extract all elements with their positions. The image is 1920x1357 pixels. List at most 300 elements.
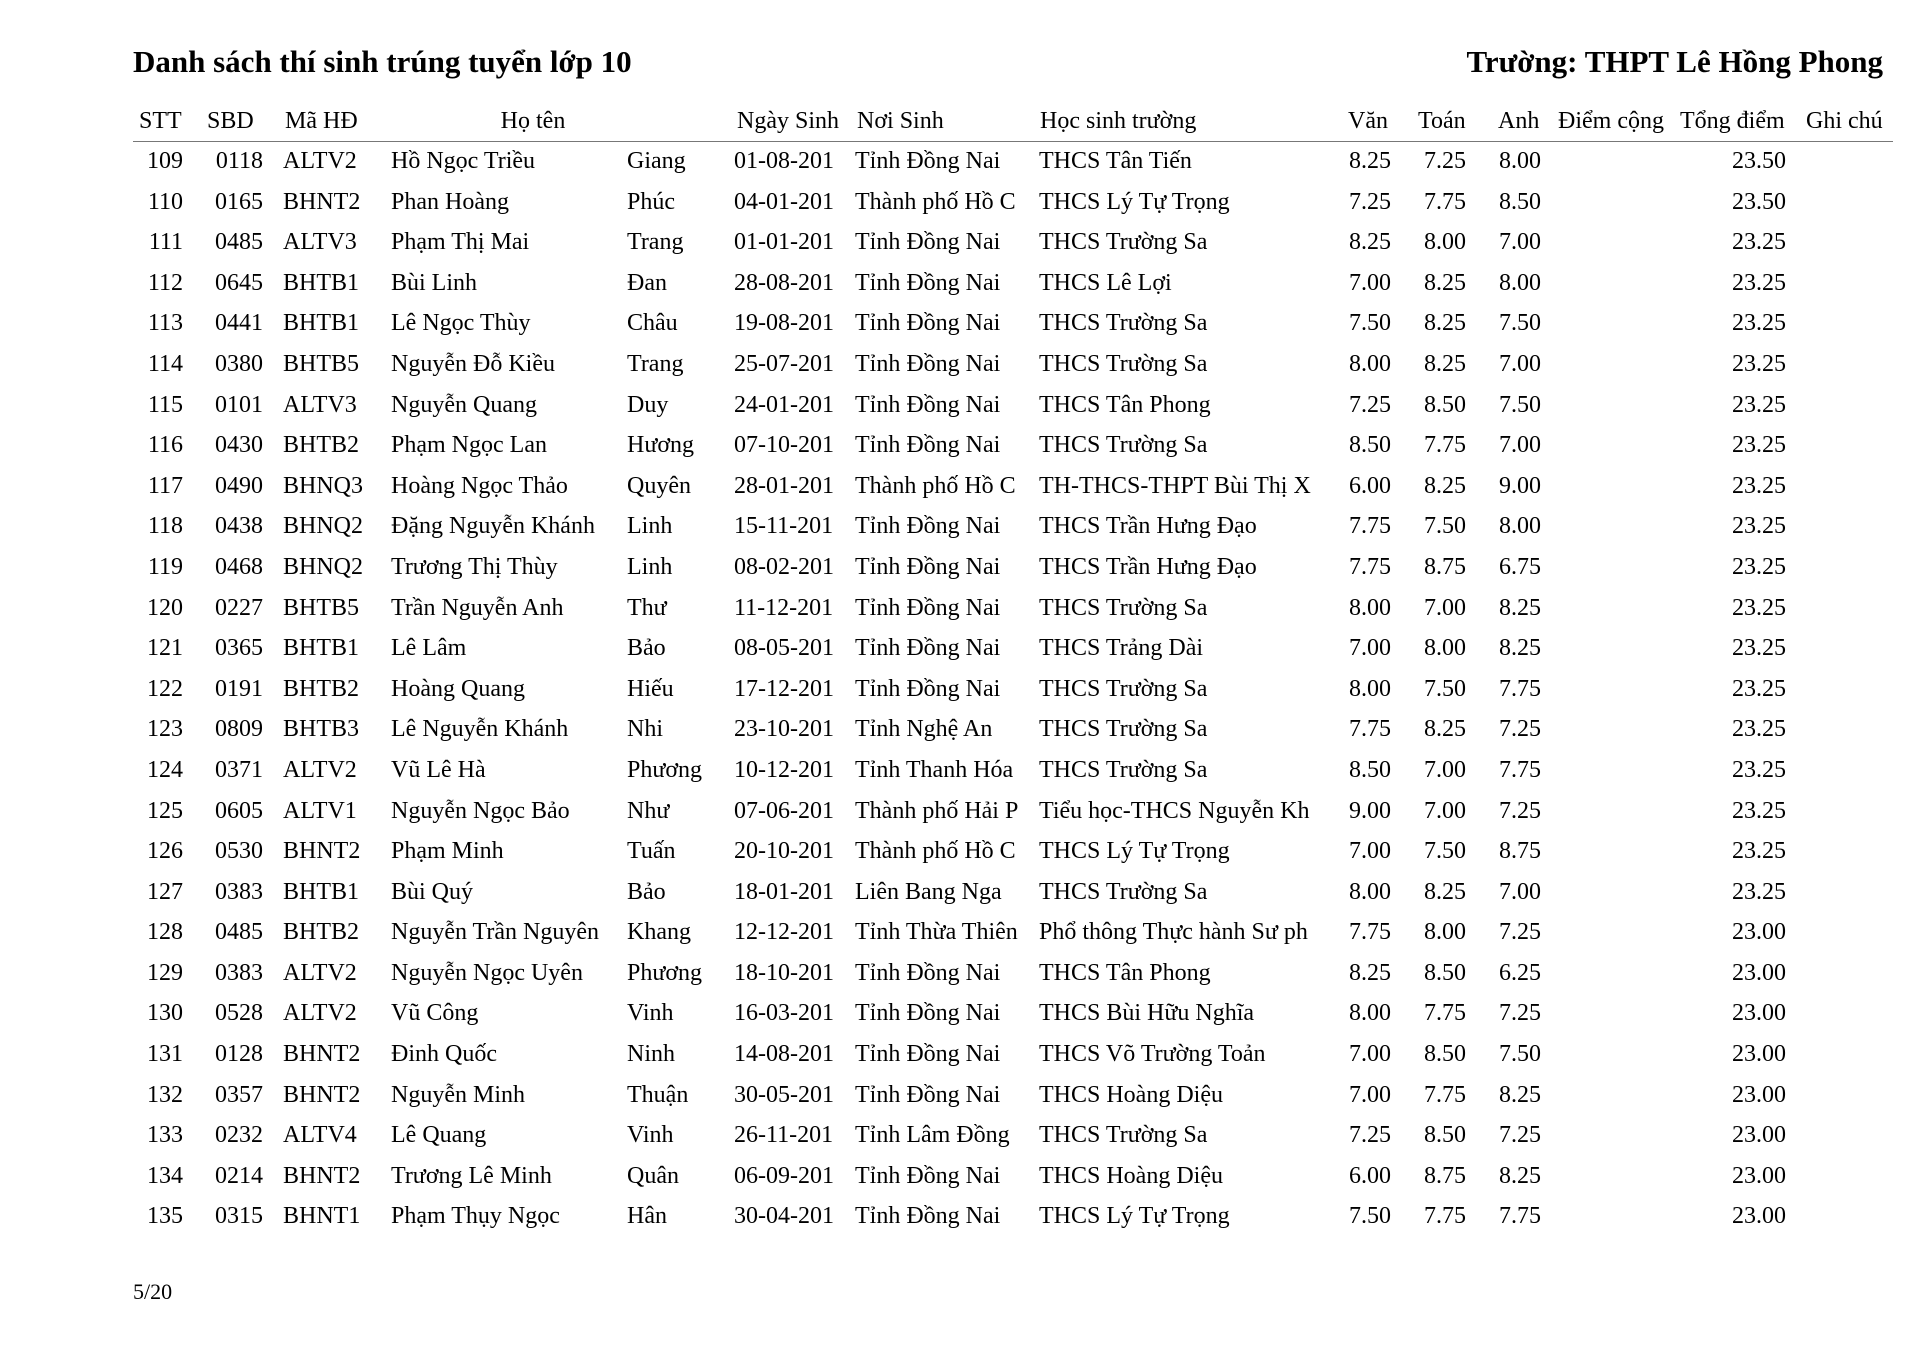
table-row bbox=[133, 548, 1893, 589]
cell-noi-sinh: Tỉnh Đồng Nai bbox=[855, 594, 1001, 621]
cell-anh: 8.00 bbox=[1499, 269, 1541, 296]
cell-ten: Phúc bbox=[627, 188, 675, 215]
table-row bbox=[133, 507, 1893, 548]
table-row bbox=[133, 1076, 1893, 1117]
cell-noi-sinh: Thành phố Hồ C bbox=[855, 472, 1016, 499]
candidate-table bbox=[133, 104, 1893, 1238]
cell-toan: 8.25 bbox=[1424, 878, 1466, 905]
cell-toan: 8.25 bbox=[1424, 310, 1466, 337]
cell-noi-sinh: Thành phố Hải P bbox=[855, 797, 1019, 824]
cell-ma-hd: BHTB3 bbox=[283, 716, 360, 743]
cell-stt: 119 bbox=[147, 553, 183, 580]
cell-ma-hd: BHNT1 bbox=[283, 1203, 361, 1230]
cell-tong-diem: 23.00 bbox=[1732, 1162, 1786, 1189]
cell-anh: 7.25 bbox=[1499, 1000, 1541, 1027]
cell-tong-diem: 23.25 bbox=[1732, 675, 1786, 702]
cell-tong-diem: 23.25 bbox=[1732, 594, 1786, 621]
cell-van: 8.50 bbox=[1349, 432, 1391, 459]
cell-tong-diem: 23.25 bbox=[1732, 756, 1786, 783]
cell-anh: 8.00 bbox=[1499, 148, 1541, 174]
cell-toan: 8.75 bbox=[1424, 1162, 1466, 1189]
cell-anh: 6.75 bbox=[1499, 553, 1541, 580]
cell-toan: 7.75 bbox=[1424, 188, 1466, 215]
cell-van: 8.25 bbox=[1349, 959, 1391, 986]
cell-tong-diem: 23.25 bbox=[1732, 310, 1786, 337]
cell-ho-dem: Trương Lê Minh bbox=[391, 1162, 552, 1189]
cell-ngay-sinh: 10-12-201 bbox=[734, 756, 834, 783]
cell-ngay-sinh: 25-07-201 bbox=[734, 350, 834, 377]
cell-sbd: 0227 bbox=[215, 594, 263, 621]
cell-stt: 117 bbox=[147, 472, 183, 499]
cell-sbd: 0485 bbox=[215, 229, 263, 256]
cell-ten: Vinh bbox=[627, 1122, 674, 1149]
cell-truong: THCS Lý Tự Trọng bbox=[1039, 838, 1230, 865]
cell-anh: 7.75 bbox=[1499, 756, 1541, 783]
cell-ho-dem: Phạm Thị Mai bbox=[391, 229, 530, 256]
cell-ho-dem: Lê Quang bbox=[391, 1122, 487, 1149]
cell-ho-dem: Lê Nguyễn Khánh bbox=[391, 716, 569, 743]
cell-noi-sinh: Tỉnh Đồng Nai bbox=[855, 229, 1001, 256]
cell-toan: 8.25 bbox=[1424, 472, 1466, 499]
cell-noi-sinh: Tỉnh Đồng Nai bbox=[855, 513, 1001, 540]
header-anh: Anh bbox=[1498, 108, 1540, 134]
table-row bbox=[133, 345, 1893, 386]
cell-tong-diem: 23.50 bbox=[1732, 148, 1786, 174]
cell-ngay-sinh: 26-11-201 bbox=[734, 1122, 834, 1149]
cell-ma-hd: BHNT2 bbox=[283, 1081, 361, 1108]
cell-ma-hd: BHTB1 bbox=[283, 269, 360, 296]
cell-toan: 8.25 bbox=[1424, 716, 1466, 743]
cell-truong: THCS Trường Sa bbox=[1039, 1122, 1208, 1149]
cell-ho-dem: Phan Hoàng bbox=[391, 188, 509, 215]
cell-noi-sinh: Thành phố Hồ C bbox=[855, 838, 1016, 865]
cell-noi-sinh: Tỉnh Đồng Nai bbox=[855, 350, 1001, 377]
cell-ho-dem: Vũ Lê Hà bbox=[391, 756, 486, 783]
cell-van: 8.00 bbox=[1349, 878, 1391, 905]
cell-stt: 127 bbox=[147, 878, 183, 905]
cell-ma-hd: ALTV2 bbox=[283, 1000, 357, 1027]
cell-ma-hd: ALTV2 bbox=[283, 959, 357, 986]
cell-ho-dem: Lê Lâm bbox=[391, 635, 467, 662]
cell-toan: 7.50 bbox=[1424, 513, 1466, 540]
cell-ma-hd: ALTV3 bbox=[283, 229, 357, 256]
cell-truong: THCS Lê Lợi bbox=[1039, 269, 1172, 296]
cell-stt: 122 bbox=[147, 675, 183, 702]
table-row bbox=[133, 1197, 1893, 1238]
cell-noi-sinh: Tỉnh Thừa Thiên bbox=[855, 919, 1018, 946]
cell-truong: THCS Trường Sa bbox=[1039, 350, 1208, 377]
cell-toan: 8.50 bbox=[1424, 959, 1466, 986]
cell-toan: 8.00 bbox=[1424, 919, 1466, 946]
cell-ngay-sinh: 30-05-201 bbox=[734, 1081, 834, 1108]
cell-van: 6.00 bbox=[1349, 1162, 1391, 1189]
cell-ngay-sinh: 12-12-201 bbox=[734, 919, 834, 946]
cell-tong-diem: 23.00 bbox=[1732, 919, 1786, 946]
cell-truong: THCS Tân Phong bbox=[1039, 391, 1211, 418]
cell-toan: 8.25 bbox=[1424, 269, 1466, 296]
cell-anh: 7.50 bbox=[1499, 310, 1541, 337]
cell-toan: 8.75 bbox=[1424, 553, 1466, 580]
cell-anh: 8.25 bbox=[1499, 635, 1541, 662]
header-hoc-sinh-truong: Học sinh trường bbox=[1040, 108, 1197, 134]
cell-ten: Quyên bbox=[627, 472, 691, 499]
cell-truong: THCS Bùi Hữu Nghĩa bbox=[1039, 1000, 1255, 1027]
table-header bbox=[133, 104, 1893, 142]
cell-toan: 7.75 bbox=[1424, 1203, 1466, 1230]
cell-stt: 113 bbox=[147, 310, 183, 337]
cell-truong: THCS Trường Sa bbox=[1039, 878, 1208, 905]
cell-ngay-sinh: 07-10-201 bbox=[734, 432, 834, 459]
cell-anh: 7.00 bbox=[1499, 432, 1541, 459]
cell-tong-diem: 23.25 bbox=[1732, 797, 1786, 824]
cell-noi-sinh: Tỉnh Đồng Nai bbox=[855, 635, 1001, 662]
cell-tong-diem: 23.00 bbox=[1732, 1122, 1786, 1149]
cell-truong: THCS Trường Sa bbox=[1039, 310, 1208, 337]
cell-stt: 114 bbox=[147, 350, 183, 377]
cell-anh: 8.25 bbox=[1499, 1162, 1541, 1189]
school-name: Trường: THPT Lê Hồng Phong bbox=[1466, 44, 1883, 79]
cell-sbd: 0441 bbox=[215, 310, 263, 337]
header-ma-hd: Mã HĐ bbox=[285, 108, 358, 134]
cell-noi-sinh: Tỉnh Đồng Nai bbox=[855, 1081, 1001, 1108]
cell-ho-dem: Nguyễn Trần Nguyên bbox=[391, 919, 599, 946]
cell-truong: THCS Trường Sa bbox=[1039, 432, 1208, 459]
cell-sbd: 0809 bbox=[215, 716, 263, 743]
cell-anh: 7.00 bbox=[1499, 350, 1541, 377]
cell-ten: Bảo bbox=[627, 635, 666, 662]
cell-van: 7.00 bbox=[1349, 1081, 1391, 1108]
cell-tong-diem: 23.50 bbox=[1732, 188, 1786, 215]
cell-ngay-sinh: 01-01-201 bbox=[734, 229, 834, 256]
cell-tong-diem: 23.25 bbox=[1732, 229, 1786, 256]
cell-toan: 7.75 bbox=[1424, 1081, 1466, 1108]
cell-ngay-sinh: 16-03-201 bbox=[734, 1000, 834, 1027]
cell-stt: 132 bbox=[147, 1081, 183, 1108]
cell-sbd: 0232 bbox=[215, 1122, 263, 1149]
cell-ten: Châu bbox=[627, 310, 678, 337]
cell-ten: Nhi bbox=[627, 716, 663, 743]
document-title: Danh sách thí sinh trúng tuyển lớp 10 bbox=[133, 44, 632, 79]
cell-van: 7.75 bbox=[1349, 553, 1391, 580]
cell-ho-dem: Phạm Ngọc Lan bbox=[391, 432, 547, 459]
cell-ngay-sinh: 06-09-201 bbox=[734, 1162, 834, 1189]
cell-tong-diem: 23.25 bbox=[1732, 878, 1786, 905]
cell-toan: 7.50 bbox=[1424, 675, 1466, 702]
cell-van: 6.00 bbox=[1349, 472, 1391, 499]
cell-van: 7.75 bbox=[1349, 716, 1391, 743]
page-number: 5/20 bbox=[133, 1279, 173, 1304]
cell-ho-dem: Nguyễn Đỗ Kiều bbox=[391, 350, 555, 377]
cell-truong: TH-THCS-THPT Bùi Thị X bbox=[1039, 472, 1311, 499]
cell-ho-dem: Bùi Quý bbox=[391, 878, 474, 905]
table-row bbox=[133, 589, 1893, 630]
cell-ma-hd: ALTV1 bbox=[283, 797, 357, 824]
cell-anh: 7.25 bbox=[1499, 1122, 1541, 1149]
cell-noi-sinh: Tỉnh Nghệ An bbox=[855, 716, 993, 743]
cell-ma-hd: BHTB5 bbox=[283, 594, 360, 621]
cell-toan: 8.25 bbox=[1424, 350, 1466, 377]
table-row bbox=[133, 629, 1893, 670]
cell-truong: THCS Trường Sa bbox=[1039, 675, 1208, 702]
cell-van: 7.25 bbox=[1349, 188, 1391, 215]
cell-sbd: 0128 bbox=[215, 1041, 263, 1068]
cell-ngay-sinh: 28-08-201 bbox=[734, 269, 834, 296]
header-ngay-sinh: Ngày Sinh bbox=[737, 108, 839, 134]
header-sbd: SBD bbox=[207, 108, 254, 134]
cell-stt: 120 bbox=[147, 594, 183, 621]
cell-ho-dem: Vũ Công bbox=[391, 1000, 479, 1027]
table-row bbox=[133, 751, 1893, 792]
table-row bbox=[133, 670, 1893, 711]
cell-tong-diem: 23.25 bbox=[1732, 391, 1786, 418]
cell-van: 9.00 bbox=[1349, 797, 1391, 824]
cell-ma-hd: BHNT2 bbox=[283, 838, 361, 865]
cell-ho-dem: Phạm Thụy Ngọc bbox=[391, 1203, 560, 1230]
cell-ten: Thư bbox=[627, 594, 667, 621]
table-row bbox=[133, 304, 1893, 345]
table-row bbox=[133, 264, 1893, 305]
cell-noi-sinh: Tỉnh Đồng Nai bbox=[855, 391, 1001, 418]
cell-stt: 128 bbox=[147, 919, 183, 946]
cell-tong-diem: 23.00 bbox=[1732, 1000, 1786, 1027]
cell-ngay-sinh: 07-06-201 bbox=[734, 797, 834, 824]
cell-sbd: 0191 bbox=[215, 675, 263, 702]
cell-noi-sinh: Thành phố Hồ C bbox=[855, 188, 1016, 215]
cell-noi-sinh: Tỉnh Đồng Nai bbox=[855, 1162, 1001, 1189]
cell-ten: Như bbox=[627, 797, 670, 824]
table-row bbox=[133, 710, 1893, 751]
cell-ho-dem: Hồ Ngọc Triều bbox=[391, 148, 536, 174]
cell-ho-dem: Nguyễn Quang bbox=[391, 391, 537, 418]
cell-sbd: 0371 bbox=[215, 756, 263, 783]
cell-ma-hd: ALTV4 bbox=[283, 1122, 357, 1149]
cell-truong: THCS Trường Sa bbox=[1039, 594, 1208, 621]
cell-noi-sinh: Tỉnh Đồng Nai bbox=[855, 553, 1001, 580]
table-row bbox=[133, 426, 1893, 467]
cell-ma-hd: BHNT2 bbox=[283, 188, 361, 215]
cell-truong: THCS Trần Hưng Đạo bbox=[1039, 513, 1257, 540]
cell-van: 7.50 bbox=[1349, 1203, 1391, 1230]
cell-noi-sinh: Tỉnh Đồng Nai bbox=[855, 310, 1001, 337]
cell-ma-hd: BHTB2 bbox=[283, 919, 360, 946]
table-row bbox=[133, 1157, 1893, 1198]
cell-truong: THCS Hoàng Diệu bbox=[1039, 1162, 1223, 1189]
cell-anh: 8.00 bbox=[1499, 513, 1541, 540]
cell-ho-dem: Lê Ngọc Thùy bbox=[391, 310, 531, 337]
cell-truong: THCS Lý Tự Trọng bbox=[1039, 188, 1230, 215]
cell-truong: Phổ thông Thực hành Sư ph bbox=[1039, 919, 1308, 946]
cell-ngay-sinh: 24-01-201 bbox=[734, 391, 834, 418]
table-body bbox=[133, 142, 1893, 1238]
cell-anh: 7.25 bbox=[1499, 797, 1541, 824]
header-diem-cong: Điểm cộng bbox=[1558, 108, 1664, 134]
cell-ten: Đan bbox=[627, 269, 667, 296]
cell-tong-diem: 23.00 bbox=[1732, 1203, 1786, 1230]
cell-noi-sinh: Tỉnh Lâm Đồng bbox=[855, 1122, 1010, 1149]
cell-ten: Ninh bbox=[627, 1041, 675, 1068]
cell-truong: THCS Trần Hưng Đạo bbox=[1039, 553, 1257, 580]
cell-sbd: 0383 bbox=[215, 959, 263, 986]
cell-ngay-sinh: 19-08-201 bbox=[734, 310, 834, 337]
cell-sbd: 0645 bbox=[215, 269, 263, 296]
cell-stt: 111 bbox=[148, 229, 183, 256]
cell-stt: 116 bbox=[147, 432, 183, 459]
cell-truong: THCS Trảng Dài bbox=[1039, 635, 1204, 662]
cell-stt: 133 bbox=[147, 1122, 183, 1149]
cell-ho-dem: Nguyễn Minh bbox=[391, 1081, 525, 1108]
cell-tong-diem: 23.25 bbox=[1732, 472, 1786, 499]
cell-noi-sinh: Tỉnh Đồng Nai bbox=[855, 675, 1001, 702]
cell-sbd: 0214 bbox=[215, 1162, 263, 1189]
cell-ngay-sinh: 20-10-201 bbox=[734, 838, 834, 865]
cell-noi-sinh: Tỉnh Đồng Nai bbox=[855, 269, 1001, 296]
cell-ho-dem: Đặng Nguyễn Khánh bbox=[391, 513, 595, 540]
cell-ho-dem: Trương Thị Thùy bbox=[391, 553, 558, 580]
cell-van: 8.25 bbox=[1349, 229, 1391, 256]
table-row bbox=[133, 142, 1893, 183]
cell-stt: 131 bbox=[147, 1041, 183, 1068]
cell-ngay-sinh: 23-10-201 bbox=[734, 716, 834, 743]
cell-ma-hd: BHTB1 bbox=[283, 878, 360, 905]
cell-anh: 8.25 bbox=[1499, 1081, 1541, 1108]
cell-ngay-sinh: 01-08-201 bbox=[734, 148, 834, 174]
cell-anh: 7.75 bbox=[1499, 675, 1541, 702]
header-ghi-chu: Ghi chú bbox=[1806, 108, 1883, 134]
cell-ten: Quân bbox=[627, 1162, 679, 1189]
cell-tong-diem: 23.25 bbox=[1732, 513, 1786, 540]
cell-ma-hd: BHTB2 bbox=[283, 432, 360, 459]
cell-stt: 134 bbox=[147, 1162, 183, 1189]
cell-ma-hd: BHTB1 bbox=[283, 310, 360, 337]
cell-noi-sinh: Tỉnh Đồng Nai bbox=[855, 959, 1001, 986]
cell-stt: 124 bbox=[147, 756, 183, 783]
cell-stt: 109 bbox=[147, 148, 183, 174]
cell-stt: 130 bbox=[147, 1000, 183, 1027]
cell-van: 7.75 bbox=[1349, 919, 1391, 946]
cell-toan: 7.75 bbox=[1424, 432, 1466, 459]
cell-ten: Duy bbox=[627, 391, 669, 418]
table-row bbox=[133, 1035, 1893, 1076]
cell-tong-diem: 23.25 bbox=[1732, 838, 1786, 865]
cell-ten: Thuận bbox=[627, 1081, 689, 1108]
cell-ngay-sinh: 30-04-201 bbox=[734, 1203, 834, 1230]
cell-anh: 7.00 bbox=[1499, 878, 1541, 905]
cell-truong: Tiểu học-THCS Nguyễn Kh bbox=[1039, 797, 1310, 824]
table-row bbox=[133, 792, 1893, 833]
cell-truong: THCS Trường Sa bbox=[1039, 229, 1208, 256]
table-row bbox=[133, 994, 1893, 1035]
cell-ma-hd: BHTB5 bbox=[283, 350, 360, 377]
cell-sbd: 0485 bbox=[215, 919, 263, 946]
cell-sbd: 0468 bbox=[215, 553, 263, 580]
cell-ngay-sinh: 18-01-201 bbox=[734, 878, 834, 905]
cell-truong: THCS Võ Trường Toản bbox=[1039, 1041, 1266, 1068]
cell-ngay-sinh: 28-01-201 bbox=[734, 472, 834, 499]
cell-toan: 7.00 bbox=[1424, 756, 1466, 783]
header-van: Văn bbox=[1348, 108, 1388, 134]
cell-stt: 126 bbox=[147, 838, 183, 865]
cell-stt: 123 bbox=[147, 716, 183, 743]
cell-sbd: 0530 bbox=[215, 838, 263, 865]
cell-ngay-sinh: 08-02-201 bbox=[734, 553, 834, 580]
cell-stt: 129 bbox=[147, 959, 183, 986]
cell-sbd: 0380 bbox=[215, 350, 263, 377]
cell-ho-dem: Nguyễn Ngọc Uyên bbox=[391, 959, 583, 986]
cell-noi-sinh: Tỉnh Đồng Nai bbox=[855, 1203, 1001, 1230]
cell-van: 7.00 bbox=[1349, 269, 1391, 296]
cell-ho-dem: Hoàng Quang bbox=[391, 675, 525, 702]
cell-ho-dem: Bùi Linh bbox=[391, 269, 478, 296]
cell-truong: THCS Lý Tự Trọng bbox=[1039, 1203, 1230, 1230]
cell-ma-hd: BHNT2 bbox=[283, 1162, 361, 1189]
cell-ma-hd: BHTB1 bbox=[283, 635, 360, 662]
cell-van: 8.00 bbox=[1349, 594, 1391, 621]
cell-toan: 8.00 bbox=[1424, 635, 1466, 662]
cell-van: 7.00 bbox=[1349, 838, 1391, 865]
cell-truong: THCS Tân Tiến bbox=[1039, 148, 1192, 174]
cell-sbd: 0365 bbox=[215, 635, 263, 662]
cell-noi-sinh: Tỉnh Đồng Nai bbox=[855, 148, 1001, 174]
cell-toan: 7.50 bbox=[1424, 838, 1466, 865]
cell-van: 8.00 bbox=[1349, 675, 1391, 702]
cell-ho-dem: Hoàng Ngọc Thảo bbox=[391, 472, 568, 499]
cell-sbd: 0315 bbox=[215, 1203, 263, 1230]
cell-sbd: 0165 bbox=[215, 188, 263, 215]
cell-ten: Hân bbox=[627, 1203, 667, 1230]
cell-anh: 7.00 bbox=[1499, 229, 1541, 256]
cell-ma-hd: BHNT2 bbox=[283, 1041, 361, 1068]
cell-ma-hd: ALTV2 bbox=[283, 756, 357, 783]
cell-anh: 7.50 bbox=[1499, 391, 1541, 418]
cell-tong-diem: 23.25 bbox=[1732, 269, 1786, 296]
cell-ten: Phương bbox=[627, 756, 703, 783]
cell-ten: Khang bbox=[627, 919, 691, 946]
table-row bbox=[133, 183, 1893, 224]
cell-ten: Trang bbox=[627, 229, 684, 256]
cell-anh: 7.25 bbox=[1499, 716, 1541, 743]
cell-tong-diem: 23.00 bbox=[1732, 959, 1786, 986]
cell-ho-dem: Đinh Quốc bbox=[391, 1041, 497, 1068]
cell-ma-hd: BHTB2 bbox=[283, 675, 360, 702]
cell-ho-dem: Phạm Minh bbox=[391, 838, 504, 865]
cell-ma-hd: BHNQ2 bbox=[283, 513, 364, 540]
cell-van: 8.50 bbox=[1349, 756, 1391, 783]
cell-ten: Trang bbox=[627, 350, 684, 377]
cell-toan: 7.00 bbox=[1424, 594, 1466, 621]
cell-toan: 7.00 bbox=[1424, 797, 1466, 824]
table-row bbox=[133, 467, 1893, 508]
cell-noi-sinh: Liên Bang Nga bbox=[855, 878, 1002, 905]
cell-sbd: 0528 bbox=[215, 1000, 263, 1027]
cell-ten: Tuấn bbox=[627, 838, 676, 865]
table-row bbox=[133, 913, 1893, 954]
cell-stt: 110 bbox=[147, 188, 183, 215]
cell-stt: 115 bbox=[147, 391, 183, 418]
cell-anh: 9.00 bbox=[1499, 472, 1541, 499]
cell-ten: Linh bbox=[627, 553, 673, 580]
cell-sbd: 0490 bbox=[215, 472, 263, 499]
cell-stt: 125 bbox=[147, 797, 183, 824]
table-row bbox=[133, 954, 1893, 995]
cell-ten: Giang bbox=[627, 148, 686, 174]
table-row bbox=[133, 223, 1893, 264]
cell-truong: THCS Tân Phong bbox=[1039, 959, 1211, 986]
cell-van: 7.75 bbox=[1349, 513, 1391, 540]
cell-sbd: 0430 bbox=[215, 432, 263, 459]
cell-noi-sinh: Tỉnh Thanh Hóa bbox=[855, 756, 1014, 783]
cell-ma-hd: ALTV2 bbox=[283, 148, 357, 174]
cell-tong-diem: 23.25 bbox=[1732, 716, 1786, 743]
